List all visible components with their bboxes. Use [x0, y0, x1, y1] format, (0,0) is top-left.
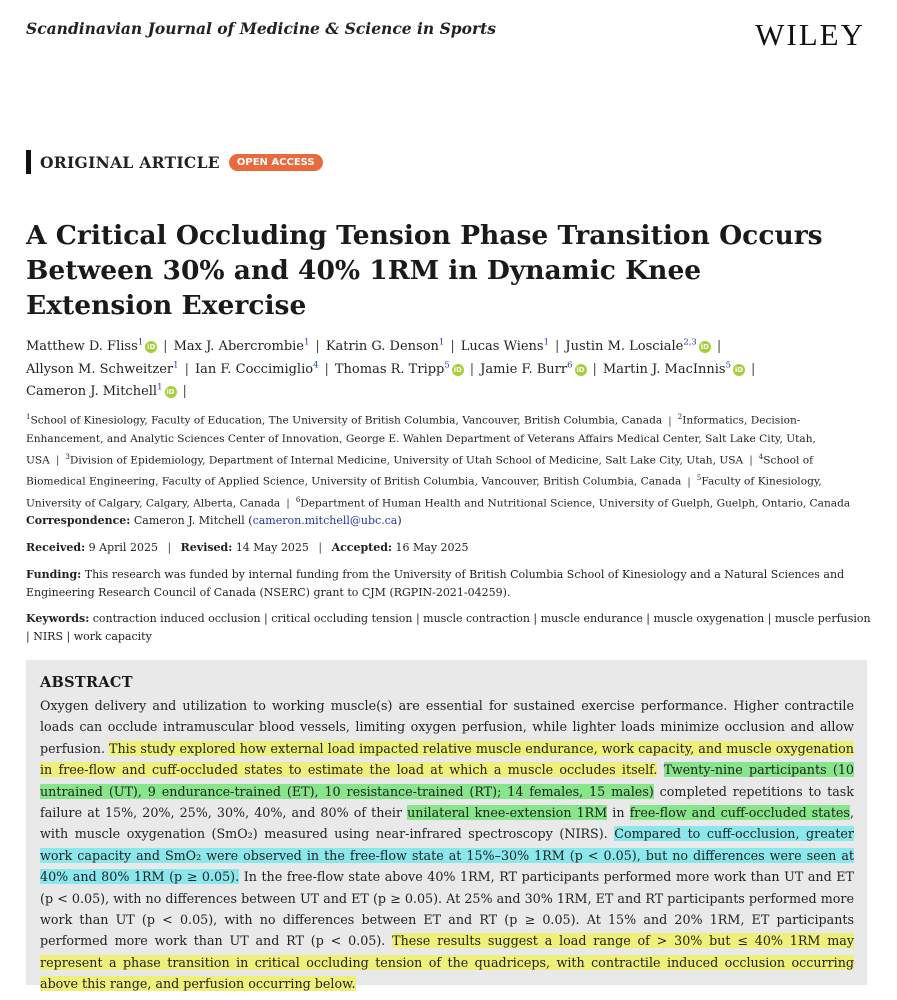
highlighted-text: This study explored how external load impacted relative muscle endurance, work capacity, and muscle oxygenation in free-flow and cuff-occluded states to estimate the load at which a muscle occludes itself.: [40, 740, 854, 778]
highlighted-text: unilateral knee-extension 1RM: [407, 805, 608, 821]
keyword: muscle oxygenation: [653, 612, 765, 625]
keyword: work capacity: [73, 630, 152, 643]
keyword: NIRS: [33, 630, 63, 643]
author-separator: |: [716, 339, 722, 355]
highlighted-text: Twenty-nine participants (10 untrained (UT), 9 endurance-trained (ET), 10 resistance-trained (RT); 14 females, 15 males): [40, 762, 854, 799]
affiliations: [26, 408, 876, 512]
author: [174, 339, 310, 354]
abstract-box: [26, 660, 867, 992]
affiliation-text: Division of Epidemiology, Department of Internal Medicine, University of Utah School of Medicine, Salt Lake City, Utah, USA: [69, 454, 744, 467]
author-name: Ian F. Coccimiglio: [194, 361, 314, 377]
article-type-bar: [26, 150, 31, 174]
author-affiliation-number: 1: [438, 338, 445, 348]
orcid-icon[interactable]: iD: [453, 365, 462, 374]
author-affiliation-number: 1: [137, 338, 144, 348]
author-name: Max J. Abercrombie: [173, 339, 304, 355]
author-separator: |: [184, 361, 189, 377]
affiliation-number: 4: [758, 452, 764, 461]
keyword: critical occluding tension: [271, 612, 413, 625]
highlighted-text: Compared to cuff-occlusion, greater work capacity and SmO₂ were observed in the free-flow state at 15%–30% 1RM (p < 0.05), but no differences were seen at 40% and 80% 1RM (p ≥ 0.05).: [40, 826, 854, 885]
affiliation-text: School of Biomedical Engineering, Faculty of Applied Science, University of British Columbia, Vancouver, British Columbia, Canada: [26, 454, 814, 488]
journal-name: Scandinavian Journal of Medicine & Science in Sports: [26, 19, 497, 38]
abstract-segment: in: [607, 805, 630, 821]
author-affiliation-number: 1: [173, 360, 179, 371]
author-name: Martin J. MacInnis: [602, 361, 726, 377]
keyword: contraction induced occlusion: [92, 612, 261, 625]
open-access-badge: OPEN ACCESS: [229, 154, 323, 171]
affiliation-text: School of Kinesiology, Faculty of Education, The University of British Columbia, Vancouver, British Columbia, Canada: [30, 414, 663, 427]
affiliation-text: Department of Human Health and Nutritional Science, University of Guelph, Guelph, Ontario, Canada: [300, 497, 851, 510]
keywords: Keywords: contraction induced occlusion | critical occluding tension | muscle contraction | muscle endurance | muscle oxygenation | muscle perfusion | NIRS | work capacity: [26, 612, 871, 643]
date-separator: |: [318, 541, 323, 554]
author-affiliation-number: 6: [567, 360, 573, 371]
affiliation-number: 6: [295, 495, 301, 504]
revised-date: 14 May 2025: [235, 541, 309, 554]
article-type: [26, 150, 323, 174]
orcid-icon[interactable]: iD: [147, 343, 156, 352]
publisher-logo: WILEY: [755, 17, 865, 52]
author-separator: |: [324, 361, 329, 377]
author-affiliation-number: 1: [157, 382, 163, 393]
funding: [26, 566, 876, 602]
author: [565, 339, 710, 354]
funding-text: This research was funded by internal funding from the University of British Columbia School of Kinesiology and a Natural Sciences and Engineering Research Council of Canada (NSERC) grant to CJM (RGPIN-2021-04259).: [26, 568, 845, 599]
author: [603, 362, 745, 377]
abstract-text: [40, 695, 854, 995]
author-name: Matthew D. Fliss: [26, 339, 138, 355]
orcid-icon[interactable]: iD: [576, 365, 585, 374]
received-date: 9 April 2025: [88, 541, 158, 554]
author-name: Justin M. Losciale: [565, 339, 684, 355]
author-name: Katrin G. Denson: [325, 339, 439, 355]
received-label: Received:: [26, 541, 86, 554]
author-name: Jamie F. Burr: [480, 361, 568, 377]
affiliation-number: 5: [696, 474, 702, 483]
author: [480, 362, 586, 377]
author: [335, 362, 464, 377]
author-list: [26, 334, 876, 401]
author-separator: |: [592, 361, 597, 377]
date-separator: |: [167, 541, 172, 554]
affiliation-number: 3: [65, 452, 70, 461]
author-affiliation-number: 1: [543, 338, 550, 348]
author-separator: |: [315, 339, 320, 355]
author-separator: |: [182, 383, 187, 399]
affiliation-separator: |: [668, 414, 672, 427]
abstract-segment: Oxygen delivery and utilization to working muscle(s) are essential for sustained exercise performance. Higher contractile loads can occlude intramuscular blood vessels, limiting oxygen perfusion, while lighter loads minimize occlusion and allow perfusion.: [40, 698, 854, 756]
abstract-segment: completed repetitions to task failure at 15%, 20%, 25%, 30%, 40%, and 80% of their: [40, 783, 854, 821]
keyword: muscle perfusion: [774, 612, 871, 625]
article-type-label: ORIGINAL ARTICLE: [40, 152, 220, 172]
correspondence: Correspondence: Cameron J. Mitchell (cameron.mitchell@ubc.ca): [26, 514, 402, 527]
article-title: A Critical Occluding Tension Phase Transition Occurs Between 30% and 40% 1RM in Dynamic Knee Extension Exercise: [26, 220, 823, 321]
author: [195, 362, 319, 377]
author: [326, 339, 445, 354]
orcid-icon[interactable]: iD: [734, 365, 744, 374]
affiliation-number: 1: [26, 413, 31, 421]
author-separator: |: [555, 339, 560, 355]
affiliation-separator: |: [55, 454, 60, 467]
author-name: Cameron J. Mitchell: [26, 383, 158, 399]
author: [26, 384, 177, 399]
keyword: muscle contraction: [423, 612, 530, 625]
revised-label: Revised:: [180, 541, 233, 554]
author: [26, 362, 179, 377]
orcid-icon[interactable]: iD: [166, 387, 175, 396]
abstract-heading: ABSTRACT: [40, 674, 133, 691]
correspondence-label: Correspondence:: [26, 514, 131, 527]
accepted-label: Accepted:: [331, 541, 393, 554]
abstract-segment: In the free-flow state above 40% 1RM, RT participants performed more work than UT and ET (p < 0.05), with no differences between UT and ET (p ≥ 0.05). At 25% and 30% 1RM, ET and RT participants performed more work than UT (p < 0.05), with no differences between ET and RT (p ≥ 0.05). At 15% and 20% 1RM, ET participants performed more work than UT and RT (p < 0.05).: [40, 869, 854, 949]
affiliation-separator: |: [286, 497, 290, 510]
author-separator: |: [751, 361, 756, 377]
author-affiliation-number: 2,3: [683, 338, 697, 348]
article-dates: [26, 539, 876, 557]
author-affiliation-number: 4: [313, 360, 319, 371]
author-affiliation-number: 5: [444, 360, 450, 371]
author-name: Allyson M. Schweitzer: [26, 361, 174, 377]
author-separator: |: [469, 361, 475, 377]
author-separator: |: [450, 339, 455, 355]
correspondence-name: Cameron J. Mitchell: [133, 514, 245, 527]
funding-label: Funding:: [26, 568, 82, 581]
correspondence-email-link[interactable]: cameron.mitchell@ubc.ca: [252, 514, 398, 527]
orcid-icon[interactable]: iD: [700, 343, 709, 352]
affiliation-number: 2: [677, 413, 683, 421]
highlighted-text: These results suggest a load range of > 30% but ≤ 40% 1RM may represent a phase transition in critical occluding tension of the quadriceps, with contractile induced occlusion occurring above this range, and perfusion occurring below.: [40, 933, 854, 992]
keywords-label: Keywords:: [26, 612, 90, 625]
abstract-segment: [657, 762, 663, 777]
author-separator: |: [163, 339, 168, 355]
highlighted-text: free-flow and cuff-occluded states: [629, 805, 850, 821]
accepted-date: 16 May 2025: [395, 541, 469, 554]
affiliation-separator: |: [749, 454, 753, 467]
affiliation-text: Faculty of Kinesiology, University of Calgary, Calgary, Alberta, Canada: [26, 475, 822, 510]
author-name: Lucas Wiens: [460, 339, 544, 355]
affiliation-separator: |: [687, 475, 691, 488]
author-affiliation-number: 5: [725, 360, 731, 371]
author: [461, 339, 549, 354]
author: [26, 339, 157, 354]
affiliation-text: Informatics, Decision-Enhancement, and Analytic Sciences Center of Innovation, George E. Wahlen Department of Veterans Affairs Medical Center, Salt Lake City, Utah, USA: [26, 414, 816, 467]
author-affiliation-number: 1: [304, 338, 310, 348]
keyword: muscle endurance: [540, 612, 643, 625]
author-name: Thomas R. Tripp: [334, 361, 445, 377]
abstract-segment: , with muscle oxygenation (SmO₂) measured using near-infrared spectroscopy (NIRS).: [40, 805, 854, 842]
